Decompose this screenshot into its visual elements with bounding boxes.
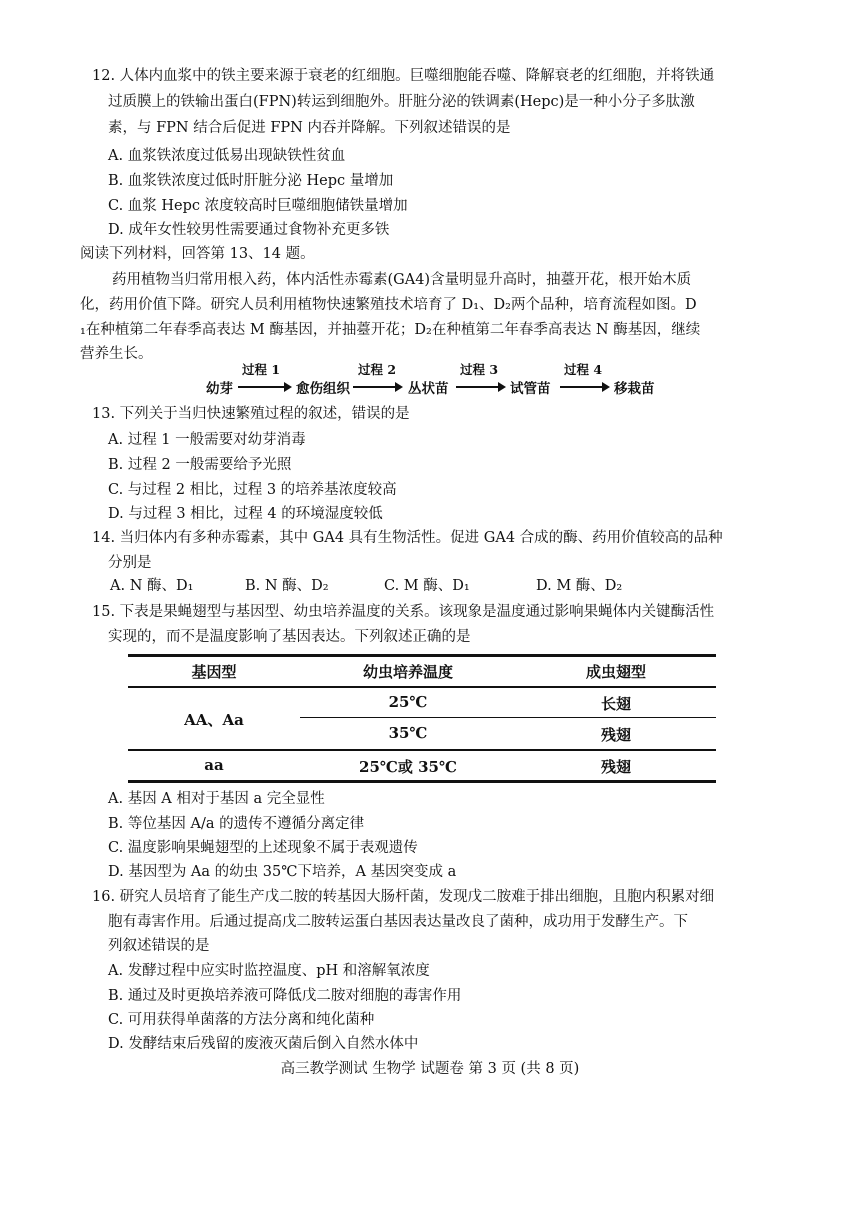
q13-option-a: A. 过程 1 一般需要对幼芽消毒 [108,432,306,448]
q12-option-a: A. 血浆铁浓度过低易出现缺铁性贫血 [108,148,346,164]
table-cell-temp-35: 35℃ [388,724,428,742]
flow-arrow-1 [238,386,290,388]
flow-arrow-2 [353,386,401,388]
reading-paragraph-line-4: 营养生长。 [80,346,153,362]
flow-step-2: 过程 2 [358,362,397,377]
q13-option-c: C. 与过程 2 相比，过程 3 的培养基浓度较高 [108,482,397,498]
reading-intro: 阅读下列材料，回答第 13、14 题。 [80,246,315,262]
table-cell-genotype-recessive: aa [204,756,224,774]
flow-arrow-3 [456,386,504,388]
q12-option-b: B. 血浆铁浓度过低时肝脏分泌 Hepc 量增加 [108,173,394,189]
q14-option-a: A. N 酶、D₁ [110,578,194,594]
q16-stem-line-1: 16. 研究人员培育了能生产戊二胺的转基因大肠杆菌，发现戊二胺难于排出细胞，且胞内积累对细 [92,889,715,905]
table-cell-wing-long: 长翅 [600,695,631,713]
flow-node-cluster-seedling: 丛状苗 [408,381,449,397]
flow-node-transplant-seedling: 移栽苗 [614,381,655,397]
flow-node-bud: 幼芽 [206,381,233,397]
q13-stem: 13. 下列关于当归快速繁殖过程的叙述，错误的是 [92,406,410,422]
q16-option-b: B. 通过及时更换培养液可降低戊二胺对细胞的毒害作用 [108,988,462,1004]
reading-paragraph-line-1: 药用植物当归常用根入药，体内活性赤霉素(GA4)含量明显升高时，抽薹开花，根开始木质 [112,272,692,288]
table-header-temperature: 幼虫培养温度 [362,663,453,681]
table-cell-genotype-dominant: AA、Aa [184,711,244,729]
table-cell-temp-25: 25℃ [388,693,428,711]
q12-stem-line-1: 12. 人体内血浆中的铁主要来源于衰老的红细胞。巨噬细胞能吞噬、降解衰老的红细胞，并将铁通 [92,68,715,84]
flow-step-1: 过程 1 [242,362,281,377]
q16-option-c: C. 可用获得单菌落的方法分离和纯化菌种 [108,1012,375,1028]
table-inner-rule [300,717,716,718]
q13-option-b: B. 过程 2 一般需要给予光照 [108,457,292,473]
genotype-temperature-table [128,654,716,782]
table-header-rule [128,686,716,688]
q12-stem-line-2: 过质膜上的铁输出蛋白(FPN)转运到细胞外。肝脏分泌的铁调素(Hepc)是一种小分子多肽激 [108,94,695,110]
page-footer: 高三教学测试 生物学 试题卷 第 3 页 (共 8 页) [280,1061,580,1077]
q16-option-a: A. 发酵过程中应实时监控温度、pH 和溶解氧浓度 [108,963,430,979]
flow-node-test-tube-seedling: 试管苗 [510,381,551,397]
q15-stem-line-2: 实现的，而不是温度影响了基因表达。下列叙述正确的是 [108,629,471,645]
flow-arrow-4 [560,386,608,388]
q15-option-d: D. 基因型为 Aa 的幼虫 35℃下培养，A 基因突变成 a [108,864,457,880]
q14-stem-line-2: 分别是 [108,555,152,571]
table-header-genotype: 基因型 [191,663,237,681]
q16-option-d: D. 发酵结束后残留的废液灭菌后倒入自然水体中 [108,1036,419,1052]
q12-option-c: C. 血浆 Hepc 浓度较高时巨噬细胞储铁量增加 [108,198,408,214]
table-bottom-rule [128,780,716,783]
q12-stem-line-3: 素，与 FPN 结合后促进 FPN 内吞并降解。下列叙述错误的是 [108,120,511,136]
propagation-flow-diagram [200,362,680,398]
q14-option-c: C. M 酶、D₁ [384,578,470,594]
table-header-wing-type: 成虫翅型 [585,663,646,681]
q15-option-c: C. 温度影响果蝇翅型的上述现象不属于表观遗传 [108,840,418,856]
q14-stem-line-1: 14. 当归体内有多种赤霉素，其中 GA4 具有生物活性。促进 GA4 合成的酶、药用价值较高的品种 [92,530,723,546]
q15-option-a: A. 基因 A 相对于基因 a 完全显性 [108,791,325,807]
q16-stem-line-2: 胞有毒害作用。后通过提高戊二胺转运蛋白基因表达量改良了菌种，成功用于发酵生产。下 [108,914,688,930]
table-middle-rule [128,749,716,751]
table-cell-temp-either: 25℃或 35℃ [359,758,457,776]
reading-paragraph-line-2: 化，药用价值下降。研究人员利用植物快速繁殖技术培育了 D₁、D₂两个品种，培育流程如图。D [80,297,697,313]
flow-node-callus: 愈伤组织 [296,381,350,397]
q15-option-b: B. 等位基因 A/a 的遗传不遵循分离定律 [108,816,365,832]
flow-step-3: 过程 3 [460,362,499,377]
q14-option-b: B. N 酶、D₂ [245,578,329,594]
q13-option-d: D. 与过程 3 相比，过程 4 的环境湿度较低 [108,506,383,522]
reading-paragraph-line-3: ₁在种植第二年春季高表达 M 酶基因，并抽薹开花；D₂在种植第二年春季高表达 N 酶基因，继续 [80,322,701,338]
q14-option-d: D. M 酶、D₂ [536,578,623,594]
table-cell-wing-vestigial-1: 残翅 [600,726,631,744]
q16-stem-line-3: 列叙述错误的是 [108,938,210,954]
table-cell-wing-vestigial-2: 残翅 [600,758,631,776]
flow-step-4: 过程 4 [564,362,603,377]
q12-option-d: D. 成年女性较男性需要通过食物补充更多铁 [108,222,390,238]
q15-stem-line-1: 15. 下表是果蝇翅型与基因型、幼虫培养温度的关系。该现象是温度通过影响果蝇体内关键酶活性 [92,604,715,620]
table-top-rule [128,654,716,657]
